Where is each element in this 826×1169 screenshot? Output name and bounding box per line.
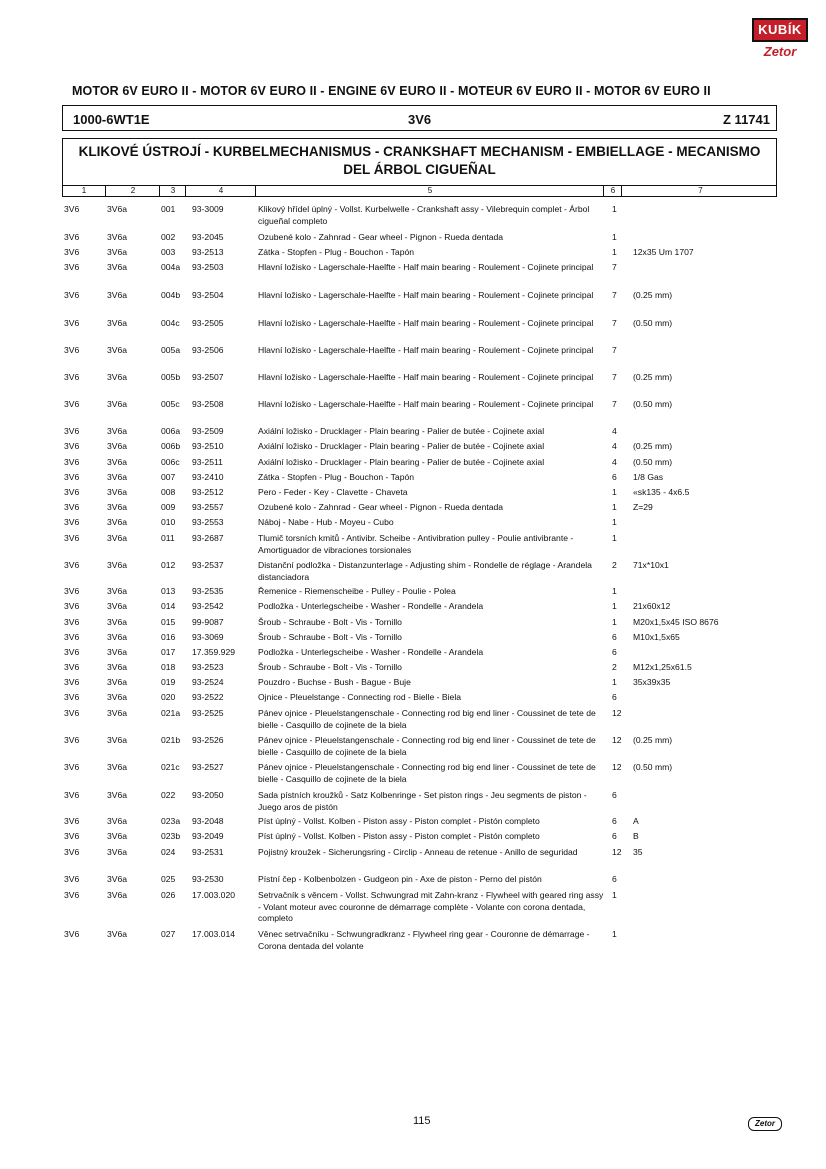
section-cell: 3V6a xyxy=(107,874,128,884)
group-cell: 3V6 xyxy=(64,662,80,672)
description-cell: Pístní čep - Kolbenbolzen - Gudgeon pin - Axe de piston - Perno del pistón xyxy=(258,874,542,884)
description-cell: Ozubené kolo - Zahnrad - Gear wheel - Pignon - Rueda dentada xyxy=(258,502,504,512)
description-cell: Píst úplný - Vollst. Kolben - Piston assy - Piston complet - Pistón completo xyxy=(258,816,540,826)
section-cell: 3V6a xyxy=(107,692,128,702)
part-number-cell: 93-2503 xyxy=(192,262,224,272)
section-cell: 3V6a xyxy=(107,262,128,272)
note-cell: (0.25 mm) xyxy=(633,735,673,745)
quantity-cell: 7 xyxy=(612,262,617,272)
group-cell: 3V6 xyxy=(64,890,80,900)
part-number-cell: 93-2506 xyxy=(192,345,224,355)
position-cell: 017 xyxy=(161,647,176,657)
group-cell: 3V6 xyxy=(64,533,80,543)
description-cell: Věnec setrvačníku - Schwungradkranz - Flywheel ring gear - Couronne de démarrage - Corona dentada del volante xyxy=(258,929,590,951)
motor-title: MOTOR 6V EURO II - MOTOR 6V EURO II - ENGINE 6V EURO II - MOTEUR 6V EURO II - MOTOR 6V EURO II xyxy=(72,84,711,98)
group-cell: 3V6 xyxy=(64,318,80,328)
part-number-cell: 93-2687 xyxy=(192,533,224,543)
code-left: 1000-6WT1E xyxy=(73,112,150,127)
quantity-cell: 7 xyxy=(612,345,617,355)
note-cell: M12x1,25x61.5 xyxy=(633,662,692,672)
position-cell: 014 xyxy=(161,601,176,611)
quantity-cell: 2 xyxy=(612,662,617,672)
col-header-2: 2 xyxy=(105,186,160,196)
quantity-cell: 6 xyxy=(612,874,617,884)
section-cell: 3V6a xyxy=(107,831,128,841)
position-cell: 005a xyxy=(161,345,181,355)
quantity-cell: 12 xyxy=(612,708,622,718)
quantity-cell: 6 xyxy=(612,472,617,482)
quantity-cell: 1 xyxy=(612,204,617,214)
part-number-cell: 99-9087 xyxy=(192,617,224,627)
description-cell: Tlumič torsních kmitů - Antivibr. Scheibe - Antivibration pulley - Poulie antivibrante - Amortiguador de vibraciones torsionales xyxy=(258,533,574,555)
part-number-cell: 93-2050 xyxy=(192,790,224,800)
quantity-cell: 4 xyxy=(612,441,617,451)
part-number-cell: 93-2049 xyxy=(192,831,224,841)
section-cell: 3V6a xyxy=(107,790,128,800)
note-cell: B xyxy=(633,831,639,841)
group-cell: 3V6 xyxy=(64,816,80,826)
position-cell: 009 xyxy=(161,502,176,512)
col-header-6: 6 xyxy=(603,186,622,196)
part-number-cell: 93-2410 xyxy=(192,472,224,482)
position-cell: 013 xyxy=(161,586,176,596)
part-number-cell: 93-2557 xyxy=(192,502,224,512)
note-cell: «sk135 - 4x6.5 xyxy=(633,487,690,497)
section-cell: 3V6a xyxy=(107,472,128,482)
note-cell: M20x1,5x45 ISO 8676 xyxy=(633,617,719,627)
section-cell: 3V6a xyxy=(107,247,128,257)
kubik-brand: KUBÍK xyxy=(752,18,808,42)
part-number-cell: 93-2537 xyxy=(192,560,224,570)
part-number-cell: 93-2525 xyxy=(192,708,224,718)
section-cell: 3V6a xyxy=(107,662,128,672)
group-cell: 3V6 xyxy=(64,441,80,451)
group-cell: 3V6 xyxy=(64,762,80,772)
note-cell: (0.50 mm) xyxy=(633,399,673,409)
note-cell: 35 xyxy=(633,847,643,857)
position-cell: 020 xyxy=(161,692,176,702)
kubik-zetor-logo xyxy=(752,18,808,68)
part-number-cell: 93-2045 xyxy=(192,232,224,242)
quantity-cell: 1 xyxy=(612,517,617,527)
quantity-cell: 1 xyxy=(612,247,617,257)
quantity-cell: 7 xyxy=(612,318,617,328)
section-cell: 3V6a xyxy=(107,318,128,328)
description-cell: Ozubené kolo - Zahnrad - Gear wheel - Pignon - Rueda dentada xyxy=(258,232,504,242)
group-cell: 3V6 xyxy=(64,502,80,512)
group-cell: 3V6 xyxy=(64,874,80,884)
section-cell: 3V6a xyxy=(107,426,128,436)
group-cell: 3V6 xyxy=(64,560,80,570)
group-cell: 3V6 xyxy=(64,399,80,409)
section-cell: 3V6a xyxy=(107,533,128,543)
group-cell: 3V6 xyxy=(64,372,80,382)
quantity-cell: 1 xyxy=(612,232,617,242)
group-cell: 3V6 xyxy=(64,426,80,436)
quantity-cell: 2 xyxy=(612,560,617,570)
note-cell: (0.50 mm) xyxy=(633,457,673,467)
part-number-cell: 93-3069 xyxy=(192,632,224,642)
quantity-cell: 7 xyxy=(612,399,617,409)
quantity-cell: 1 xyxy=(612,487,617,497)
quantity-cell: 6 xyxy=(612,816,617,826)
note-cell: 71x*10x1 xyxy=(633,560,669,570)
part-number-cell: 93-2509 xyxy=(192,426,224,436)
position-cell: 012 xyxy=(161,560,176,570)
part-number-cell: 93-2511 xyxy=(192,457,223,467)
group-cell: 3V6 xyxy=(64,517,80,527)
quantity-cell: 4 xyxy=(612,426,617,436)
section-cell: 3V6a xyxy=(107,890,128,900)
title-line-2: DEL ÁRBOL CIGUEÑAL xyxy=(343,162,496,177)
group-cell: 3V6 xyxy=(64,847,80,857)
description-cell: Sada pístních kroužků - Satz Kolbenringe - Set piston rings - Jeu segments de piston - Juego aros de pistón xyxy=(258,790,587,812)
part-number-cell: 93-2553 xyxy=(192,517,224,527)
note-cell: 35x39x35 xyxy=(633,677,671,687)
position-cell: 006b xyxy=(161,441,181,451)
page-number: 115 xyxy=(413,1115,431,1127)
quantity-cell: 12 xyxy=(612,762,622,772)
id-box xyxy=(62,105,777,131)
code-right: Z 11741 xyxy=(723,112,770,127)
position-cell: 011 xyxy=(161,533,175,543)
position-cell: 024 xyxy=(161,847,176,857)
note-cell: A xyxy=(633,816,639,826)
section-cell: 3V6a xyxy=(107,762,128,772)
section-cell: 3V6a xyxy=(107,617,128,627)
part-number-cell: 17.359.929 xyxy=(192,647,236,657)
part-number-cell: 93-2524 xyxy=(192,677,224,687)
section-cell: 3V6a xyxy=(107,345,128,355)
section-cell: 3V6a xyxy=(107,517,128,527)
section-cell: 3V6a xyxy=(107,647,128,657)
group-cell: 3V6 xyxy=(64,708,80,718)
description-cell: Pouzdro - Buchse - Bush - Bague - Buje xyxy=(258,677,411,687)
code-center: 3V6 xyxy=(408,112,432,127)
section-cell: 3V6a xyxy=(107,372,128,382)
description-cell: Řemenice - Riemenscheibe - Pulley - Poulie - Polea xyxy=(258,586,456,596)
position-cell: 021b xyxy=(161,735,181,745)
note-cell: 12x35 Um 1707 xyxy=(633,247,694,257)
quantity-cell: 12 xyxy=(612,847,622,857)
part-number-cell: 93-2512 xyxy=(192,487,224,497)
quantity-cell: 6 xyxy=(612,831,617,841)
col-header-7: 7 xyxy=(621,186,779,196)
description-cell: Hlavní ložisko - Lagerschale-Haelfte - Half main bearing - Roulement - Cojinete principal xyxy=(258,372,594,382)
group-cell: 3V6 xyxy=(64,345,80,355)
position-cell: 018 xyxy=(161,662,176,672)
position-cell: 003 xyxy=(161,247,176,257)
group-cell: 3V6 xyxy=(64,586,80,596)
quantity-cell: 1 xyxy=(612,533,617,543)
part-number-cell: 93-2531 xyxy=(192,847,224,857)
description-cell: Axiální ložisko - Drucklager - Plain bearing - Palier de butée - Cojinete axial xyxy=(258,426,545,436)
position-cell: 005c xyxy=(161,399,180,409)
group-cell: 3V6 xyxy=(64,204,80,214)
section-cell: 3V6a xyxy=(107,601,128,611)
position-cell: 004b xyxy=(161,290,181,300)
section-cell: 3V6a xyxy=(107,816,128,826)
title-line-1: KLIKOVÉ ÚSTROJÍ - KURBELMECHANISMUS - CRANKSHAFT MECHANISM - EMBIELLAGE - MECANISMO xyxy=(78,144,761,159)
part-number-cell: 93-2513 xyxy=(192,247,224,257)
group-cell: 3V6 xyxy=(64,601,80,611)
group-cell: 3V6 xyxy=(64,262,80,272)
description-cell: Distanční podložka - Distanzunterlage - Adjusting shim - Rondelle de réglage - Arandela distanciadora xyxy=(258,560,592,582)
group-cell: 3V6 xyxy=(64,735,80,745)
quantity-cell: 6 xyxy=(612,692,617,702)
position-cell: 023a xyxy=(161,816,181,826)
description-cell: Pánev ojnice - Pleuelstangenschale - Connecting rod big end liner - Coussinet de tete de bielle - Casquillo de cojinete de la biela xyxy=(258,735,596,757)
position-cell: 006c xyxy=(161,457,180,467)
part-number-cell: 93-2522 xyxy=(192,692,224,702)
description-cell: Pánev ojnice - Pleuelstangenschale - Connecting rod big end liner - Coussinet de tete de bielle - Casquillo de cojinete de la biela xyxy=(258,708,596,730)
part-number-cell: 93-2526 xyxy=(192,735,224,745)
note-cell: (0.25 mm) xyxy=(633,290,673,300)
part-number-cell: 93-2510 xyxy=(192,441,224,451)
section-cell: 3V6a xyxy=(107,399,128,409)
position-cell: 010 xyxy=(161,517,176,527)
description-cell: Šroub - Schraube - Bolt - Vis - Tornillo xyxy=(258,662,402,672)
note-cell: M10x1,5x65 xyxy=(633,632,680,642)
part-number-cell: 17.003.014 xyxy=(192,929,236,939)
group-cell: 3V6 xyxy=(64,247,80,257)
note-cell: (0.25 mm) xyxy=(633,441,673,451)
group-cell: 3V6 xyxy=(64,487,80,497)
group-cell: 3V6 xyxy=(64,617,80,627)
part-number-cell: 93-2530 xyxy=(192,874,224,884)
position-cell: 027 xyxy=(161,929,176,939)
position-cell: 005b xyxy=(161,372,181,382)
quantity-cell: 1 xyxy=(612,929,617,939)
part-number-cell: 17.003.020 xyxy=(192,890,236,900)
description-cell: Axiální ložisko - Drucklager - Plain bearing - Palier de butée - Cojinete axial xyxy=(258,441,545,451)
footer-zetor-logo: Zetor xyxy=(748,1117,782,1131)
position-cell: 001 xyxy=(161,204,176,214)
description-cell: Šroub - Schraube - Bolt - Vis - Tornillo xyxy=(258,617,402,627)
position-cell: 021a xyxy=(161,708,181,718)
position-cell: 004a xyxy=(161,262,181,272)
description-cell: Zátka - Stopfen - Plug - Bouchon - Tapón xyxy=(258,472,415,482)
description-cell: Podložka - Unterlegscheibe - Washer - Rondelle - Arandela xyxy=(258,601,484,611)
zetor-brand: Zetor xyxy=(763,44,797,59)
quantity-cell: 12 xyxy=(612,735,622,745)
section-cell: 3V6a xyxy=(107,290,128,300)
column-header xyxy=(62,186,777,197)
section-cell: 3V6a xyxy=(107,441,128,451)
quantity-cell: 7 xyxy=(612,290,617,300)
position-cell: 015 xyxy=(161,617,176,627)
position-cell: 007 xyxy=(161,472,176,482)
group-cell: 3V6 xyxy=(64,692,80,702)
note-cell: 1/8 Gas xyxy=(633,472,664,482)
col-header-1: 1 xyxy=(81,186,87,195)
description-cell: Zátka - Stopfen - Plug - Bouchon - Tapón xyxy=(258,247,415,257)
part-number-cell: 93-3009 xyxy=(192,204,224,214)
description-cell: Hlavní ložisko - Lagerschale-Haelfte - Half main bearing - Roulement - Cojinete principal xyxy=(258,262,594,272)
group-cell: 3V6 xyxy=(64,472,80,482)
part-number-cell: 93-2542 xyxy=(192,601,224,611)
note-cell: (0.50 mm) xyxy=(633,318,673,328)
section-cell: 3V6a xyxy=(107,677,128,687)
description-cell: Pánev ojnice - Pleuelstangenschale - Connecting rod big end liner - Coussinet de tete de bielle - Casquillo de cojinete de la biela xyxy=(258,762,596,784)
part-number-cell: 93-2048 xyxy=(192,816,224,826)
position-cell: 021c xyxy=(161,762,180,772)
group-cell: 3V6 xyxy=(64,290,80,300)
quantity-cell: 6 xyxy=(612,790,617,800)
col-header-3: 3 xyxy=(159,186,186,196)
section-cell: 3V6a xyxy=(107,232,128,242)
description-cell: Pero - Feder - Key - Clavette - Chaveta xyxy=(258,487,408,497)
quantity-cell: 1 xyxy=(612,586,617,596)
position-cell: 026 xyxy=(161,890,176,900)
position-cell: 022 xyxy=(161,790,176,800)
group-cell: 3V6 xyxy=(64,677,80,687)
section-cell: 3V6a xyxy=(107,735,128,745)
part-number-cell: 93-2508 xyxy=(192,399,224,409)
section-cell: 3V6a xyxy=(107,457,128,467)
description-cell: Hlavní ložisko - Lagerschale-Haelfte - Half main bearing - Roulement - Cojinete principal xyxy=(258,290,594,300)
group-cell: 3V6 xyxy=(64,831,80,841)
section-cell: 3V6a xyxy=(107,632,128,642)
quantity-cell: 6 xyxy=(612,647,617,657)
part-number-cell: 93-2535 xyxy=(192,586,224,596)
description-cell: Pojistný kroužek - Sicherungsring - Circlip - Anneau de retenue - Anillo de seguridad xyxy=(258,847,578,857)
quantity-cell: 1 xyxy=(612,677,617,687)
title-box xyxy=(62,138,777,186)
note-cell: 21x60x12 xyxy=(633,601,671,611)
quantity-cell: 7 xyxy=(612,372,617,382)
description-cell: Šroub - Schraube - Bolt - Vis - Tornillo xyxy=(258,632,402,642)
position-cell: 008 xyxy=(161,487,176,497)
note-cell: Z=29 xyxy=(633,502,653,512)
section-cell: 3V6a xyxy=(107,204,128,214)
note-cell: (0.50 mm) xyxy=(633,762,673,772)
section-cell: 3V6a xyxy=(107,586,128,596)
description-cell: Podložka - Unterlegscheibe - Washer - Rondelle - Arandela xyxy=(258,647,484,657)
position-cell: 002 xyxy=(161,232,176,242)
description-cell: Náboj - Nabe - Hub - Moyeu - Cubo xyxy=(258,517,394,527)
quantity-cell: 1 xyxy=(612,601,617,611)
section-cell: 3V6a xyxy=(107,502,128,512)
group-cell: 3V6 xyxy=(64,457,80,467)
part-number-cell: 93-2505 xyxy=(192,318,224,328)
quantity-cell: 1 xyxy=(612,502,617,512)
description-cell: Hlavní ložisko - Lagerschale-Haelfte - Half main bearing - Roulement - Cojinete principal xyxy=(258,318,594,328)
group-cell: 3V6 xyxy=(64,632,80,642)
position-cell: 025 xyxy=(161,874,176,884)
part-number-cell: 93-2507 xyxy=(192,372,224,382)
quantity-cell: 4 xyxy=(612,457,617,467)
section-cell: 3V6a xyxy=(107,847,128,857)
description-cell: Klikový hřídel úplný - Vollst. Kurbelwelle - Crankshaft assy - Vilebrequin complet - Árbol cigueñal completo xyxy=(258,204,590,226)
description-cell: Ojnice - Pleuelstange - Connecting rod - Bielle - Biela xyxy=(258,692,462,702)
position-cell: 016 xyxy=(161,632,176,642)
position-cell: 023b xyxy=(161,831,181,841)
note-cell: (0.25 mm) xyxy=(633,372,673,382)
description-cell: Axiální ložisko - Drucklager - Plain bearing - Palier de butée - Cojinete axial xyxy=(258,457,545,467)
group-cell: 3V6 xyxy=(64,929,80,939)
group-cell: 3V6 xyxy=(64,232,80,242)
quantity-cell: 1 xyxy=(612,890,617,900)
quantity-cell: 1 xyxy=(612,617,617,627)
section-cell: 3V6a xyxy=(107,708,128,718)
col-header-5: 5 xyxy=(255,186,604,196)
description-cell: Hlavní ložisko - Lagerschale-Haelfte - Half main bearing - Roulement - Cojinete principal xyxy=(258,399,594,409)
group-cell: 3V6 xyxy=(64,790,80,800)
description-cell: Setrvačník s věncem - Vollst. Schwungrad mit Zahn-kranz - Flywheel with geared ring assy - Volant moteur avec couronne de démarrage complète - Volante con corona dentada, completo xyxy=(258,890,604,923)
part-number-cell: 93-2523 xyxy=(192,662,224,672)
col-header-4: 4 xyxy=(185,186,256,196)
part-number-cell: 93-2527 xyxy=(192,762,224,772)
description-cell: Píst úplný - Vollst. Kolben - Piston assy - Piston complet - Pistón completo xyxy=(258,831,540,841)
section-cell: 3V6a xyxy=(107,929,128,939)
section-cell: 3V6a xyxy=(107,487,128,497)
group-cell: 3V6 xyxy=(64,647,80,657)
position-cell: 006a xyxy=(161,426,181,436)
section-cell: 3V6a xyxy=(107,560,128,570)
position-cell: 004c xyxy=(161,318,180,328)
quantity-cell: 6 xyxy=(612,632,617,642)
part-number-cell: 93-2504 xyxy=(192,290,224,300)
position-cell: 019 xyxy=(161,677,176,687)
description-cell: Hlavní ložisko - Lagerschale-Haelfte - Half main bearing - Roulement - Cojinete principal xyxy=(258,345,594,355)
